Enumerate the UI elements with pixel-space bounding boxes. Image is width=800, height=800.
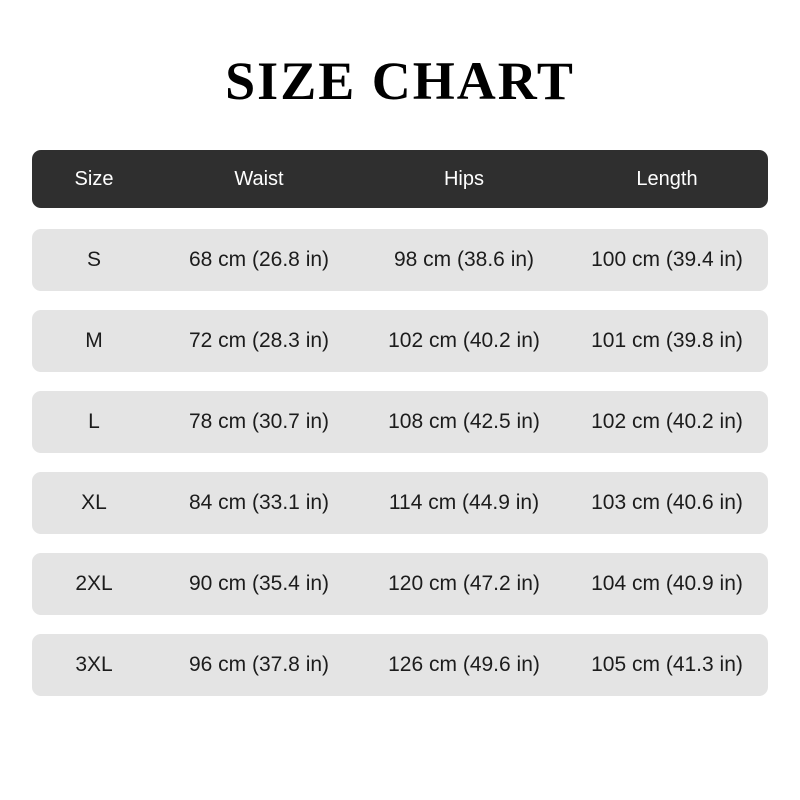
- cell-hips: 114 cm (44.9 in): [388, 491, 540, 515]
- cell-length: 102 cm (40.2 in): [591, 410, 743, 434]
- column-header-hips: Hips: [443, 167, 484, 190]
- cell-length: 104 cm (40.9 in): [591, 572, 743, 596]
- cell-waist: 72 cm (28.3 in): [188, 329, 330, 353]
- table-header-row: [32, 150, 768, 208]
- cell-size: XL: [81, 491, 107, 515]
- size-chart-table: [32, 150, 768, 696]
- cell-hips: 126 cm (49.6 in): [388, 653, 540, 677]
- column-header-size: Size: [74, 167, 114, 190]
- table-row: [32, 634, 768, 696]
- cell-size: 3XL: [75, 653, 113, 677]
- cell-hips: 108 cm (42.5 in): [388, 410, 540, 434]
- cell-waist: 78 cm (30.7 in): [188, 410, 330, 434]
- cell-size: 2XL: [75, 572, 113, 596]
- cell-hips: 120 cm (47.2 in): [388, 572, 540, 596]
- cell-length: 105 cm (41.3 in): [591, 653, 743, 677]
- cell-length: 100 cm (39.4 in): [591, 248, 743, 272]
- column-header-waist: Waist: [234, 167, 284, 190]
- table-row: [32, 472, 768, 534]
- cell-waist: 68 cm (26.8 in): [188, 248, 330, 272]
- table-row: [32, 310, 768, 372]
- cell-size: S: [86, 248, 101, 272]
- table-row: [32, 553, 768, 615]
- table-row: [32, 391, 768, 453]
- cell-hips: 98 cm (38.6 in): [393, 248, 535, 272]
- cell-hips: 102 cm (40.2 in): [388, 329, 540, 353]
- cell-length: 101 cm (39.8 in): [591, 329, 743, 353]
- table-row: [32, 229, 768, 291]
- cell-length: 103 cm (40.6 in): [591, 491, 743, 515]
- cell-size: M: [85, 329, 103, 353]
- column-header-length: Length: [636, 167, 698, 190]
- cell-size: L: [88, 410, 100, 434]
- cell-waist: 96 cm (37.8 in): [188, 653, 330, 677]
- cell-waist: 84 cm (33.1 in): [188, 491, 330, 515]
- page-title: SIZE CHART: [225, 51, 575, 111]
- cell-waist: 90 cm (35.4 in): [188, 572, 330, 596]
